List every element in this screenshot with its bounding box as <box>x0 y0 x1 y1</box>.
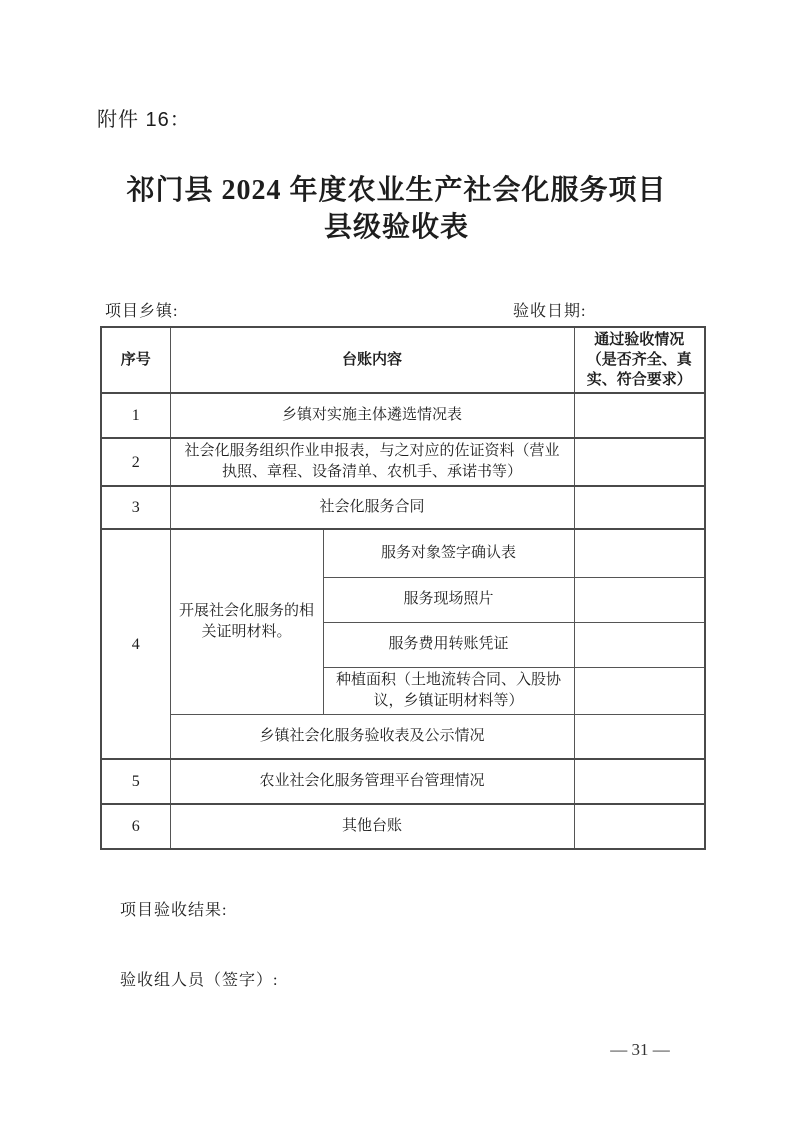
header-result: 通过验收情况（是否齐全、真实、符合要求） <box>574 327 705 393</box>
table-row <box>101 486 705 529</box>
document-title-line1: 祁门县 2024 年度农业生产社会化服务项目 <box>126 175 667 206</box>
row-content: 乡镇对实施主体遴选情况表 <box>170 393 574 438</box>
row-seq: 2 <box>101 438 170 486</box>
row-result-cell <box>574 529 705 577</box>
row-content: 社会化服务组织作业申报表，与之对应的佐证资料（营业执照、章程、设备清单、农机手、承诺书等） <box>170 438 574 486</box>
table-sub-row-span <box>101 714 705 759</box>
row-seq: 4 <box>101 529 170 759</box>
row-content: 社会化服务合同 <box>170 486 574 529</box>
row-sub-item: 服务对象签字确认表 <box>323 529 574 577</box>
row-result-cell <box>574 393 705 438</box>
page-number: — 31 — <box>610 1040 670 1059</box>
row-result-cell <box>574 577 705 622</box>
table-row-group-4 <box>101 529 705 577</box>
row-result-cell <box>574 667 705 714</box>
acceptance-table <box>100 326 706 850</box>
table-header-row <box>101 327 705 393</box>
row-result-cell <box>574 438 705 486</box>
row-sub-item: 种植面积（土地流转合同、入股协议，乡镇证明材料等） <box>323 667 574 714</box>
project-township-label: 项目乡镇: <box>105 303 179 320</box>
row-span-item: 乡镇社会化服务验收表及公示情况 <box>170 714 574 759</box>
row-result-cell <box>574 804 705 849</box>
document-title <box>0 172 793 246</box>
table-row <box>101 759 705 804</box>
header-content: 台账内容 <box>170 327 574 393</box>
row-seq: 3 <box>101 486 170 529</box>
row-seq: 6 <box>101 804 170 849</box>
row-content: 其他台账 <box>170 804 574 849</box>
row-seq: 5 <box>101 759 170 804</box>
row-result-cell <box>574 622 705 667</box>
table-row <box>101 804 705 849</box>
signers-label: 验收组人员（签字）: <box>120 972 279 989</box>
table-row <box>101 438 705 486</box>
header-seq: 序号 <box>101 327 170 393</box>
acceptance-date-label: 验收日期: <box>513 303 587 320</box>
row-group-label: 开展社会化服务的相关证明材料。 <box>170 529 323 714</box>
attachment-label: 附件 16： <box>97 109 191 131</box>
row-sub-item: 服务现场照片 <box>323 577 574 622</box>
row-seq: 1 <box>101 393 170 438</box>
table-row <box>101 393 705 438</box>
document-title-line2: 县级验收表 <box>323 212 469 243</box>
row-content: 农业社会化服务管理平台管理情况 <box>170 759 574 804</box>
row-result-cell <box>574 486 705 529</box>
row-result-cell <box>574 759 705 804</box>
row-result-cell <box>574 714 705 759</box>
project-result-label: 项目验收结果: <box>120 902 228 919</box>
row-sub-item: 服务费用转账凭证 <box>323 622 574 667</box>
